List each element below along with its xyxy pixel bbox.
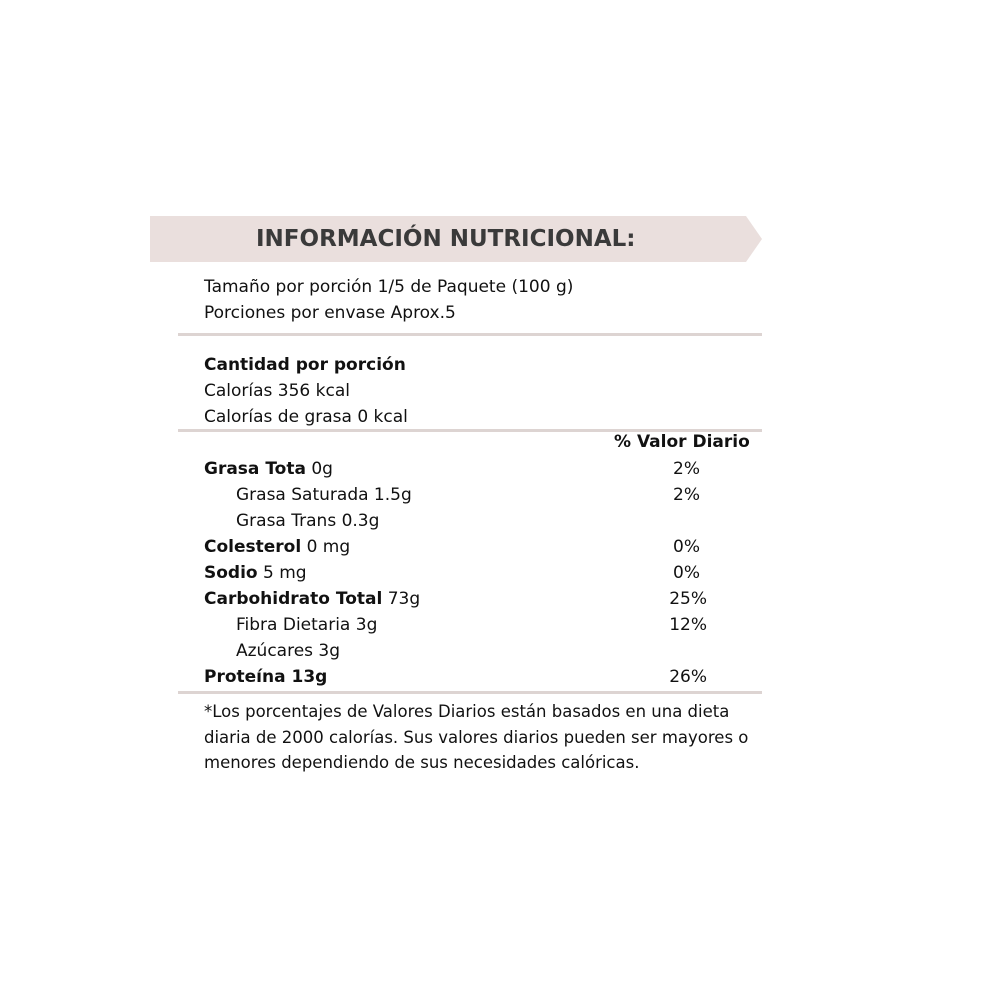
divider <box>178 691 762 694</box>
nutrient-name: Carbohidrato Total <box>204 589 383 609</box>
nutrient-dv: 12% <box>669 615 707 635</box>
nutrient-dv: 0% <box>673 563 700 583</box>
nutrient-row-dietary-fiber: Fibra Dietaria 3g <box>236 615 378 635</box>
label-title: INFORMACIÓN NUTRICIONAL: <box>256 226 636 252</box>
nutrient-row-protein: Proteína 13g <box>204 667 328 687</box>
nutrient-dv: 0% <box>673 537 700 557</box>
calories: Calorías 356 kcal <box>204 381 350 401</box>
nutrient-row-cholesterol <box>204 537 350 557</box>
nutrient-name: Colesterol <box>204 537 302 557</box>
nutrient-amount: 5 mg <box>257 563 307 583</box>
nutrient-amount: 0 mg <box>301 537 351 557</box>
nutrient-dv: 2% <box>673 485 700 505</box>
nutrient-row-total-fat <box>204 459 333 479</box>
amount-heading: Cantidad por porción <box>204 355 406 375</box>
nutrient-name: Sodio <box>204 563 258 583</box>
nutrient-row-sodium <box>204 563 307 583</box>
nutrient-row-total-carbohydrate <box>204 589 420 609</box>
nutrient-dv: 25% <box>669 589 707 609</box>
nutrient-row-saturated-fat: Grasa Saturada 1.5g <box>236 485 412 505</box>
nutrient-row-sugars: Azúcares 3g <box>236 641 341 661</box>
serving-size: Tamaño por porción 1/5 de Paquete (100 g) <box>204 277 574 297</box>
divider <box>178 333 762 336</box>
servings-per-container: Porciones por envase Aprox.5 <box>204 303 456 323</box>
nutrient-name: Grasa Tota <box>204 459 306 479</box>
daily-value-heading: % Valor Diario <box>614 432 750 452</box>
nutrient-amount: 73g <box>382 589 421 609</box>
nutrient-dv: 26% <box>669 667 707 687</box>
title-banner <box>150 216 762 262</box>
nutrient-row-trans-fat: Grasa Trans 0.3g <box>236 511 380 531</box>
nutrient-amount: 0g <box>305 459 333 479</box>
fat-calories: Calorías de grasa 0 kcal <box>204 407 408 427</box>
nutrient-dv: 2% <box>673 459 700 479</box>
footnote: *Los porcentajes de Valores Diarios están basados en una dieta diaria de 2000 calorías. Sus valores diarios pueden ser mayores o menores dependiendo de sus necesidades calóricas. <box>204 702 749 772</box>
